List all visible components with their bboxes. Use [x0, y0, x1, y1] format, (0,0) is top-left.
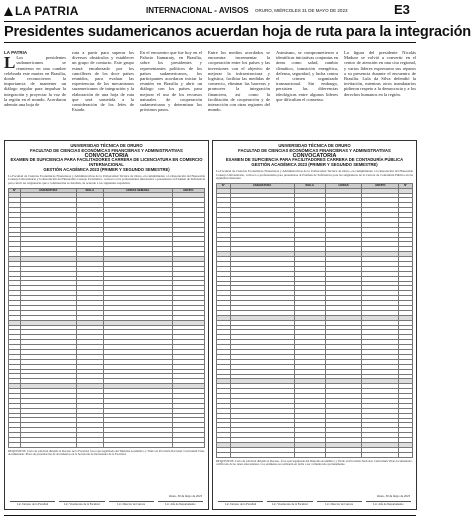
article-text: Entre los medios acordados se encuentra incrementar la cooperación entre los países y las inversiones con el objetivo de mejorar la infraestructura y logística, facilitar las medidas de comercio, eliminar las barreras y promover la integración financiera, así como la facilitación de cooperación y de interacción con otras regiones del mundo.: [208, 50, 270, 113]
university-name: UNIVERSIDAD TÉCNICA DE ORURO: [278, 143, 351, 148]
announcement-resolution: La Facultad de Ciencias Económicas Financieras y Administrativas de la Universidad Técnica de Oruro, en cumplimiento a la Resolución del Honorable Consejo Universitario y la Resolución del Honorable Consejo Facultativo, convoca a los profesionales interesados a presentarse al Examen de Suficiencia para cubrir las asignaturas que a continuación se detallan, de acuerdo a los siguientes requisitos:: [8, 173, 205, 185]
column-header: HORAS: [325, 183, 361, 188]
table-cell: [103, 442, 172, 447]
headline-rule: [4, 42, 416, 43]
column-header: GRUPO: [362, 183, 399, 188]
announcement-header: [5, 141, 208, 173]
column-header: ASIGNATURA: [230, 183, 294, 188]
subjects-table: [8, 188, 205, 448]
article-text: ruta a partir para superar los diversos obstáculos y establecer un grupo de contacto. Este grupo estará encabezado por los cancilleres de los doce países reunidos, para evaluar las experiencias de los mecanismos suramericanos de integración y la elaboración de una hoja de ruta que será sometida a la consideración de los Jefes de Estado.: [72, 50, 134, 113]
page-number: E3: [394, 2, 410, 17]
column-header: N°: [9, 188, 21, 193]
announcement-date: Oruro, 30 de mayo de 2023: [169, 494, 202, 498]
article-column-4: [208, 50, 270, 137]
table-cell: [325, 452, 361, 457]
table-cell: [230, 452, 294, 457]
signature: Lic. Jefe de Departamento: [366, 501, 411, 506]
column-header: N°: [399, 183, 413, 188]
announcement-period: GESTIÓN ACADÉMICA 2023 (PRIMER Y SEGUNDO SEMESTRE): [43, 166, 170, 172]
column-header: SIGLA: [294, 183, 325, 188]
announcement-contaduria-publica: [212, 140, 417, 510]
signature: Lic. Decano de la Facultad: [10, 501, 55, 506]
faculty-name: FACULTAD DE CIENCIAS ECONÓMICAS FINANCIERAS Y ADMINISTRATIVAS: [238, 147, 391, 153]
signature-row: [8, 501, 205, 506]
column-header: ASIGNATURA: [20, 188, 76, 193]
table-cell: [20, 442, 76, 447]
signature-row: [216, 501, 413, 506]
signature: Lic. Jefe de Departamento: [158, 501, 203, 506]
announcement-requirements: REQUISITOS: Carta de solicitud dirigida al Decano de la Facultad, fotocopia legalizada del Diploma Académico y Título en Provisión Nacional, Curriculum Vitae documentado. Plazo de presentación de documentos en la Secretaría de Decanatura de la Facultad.: [8, 448, 205, 457]
table-cell: [217, 452, 231, 457]
table-cell: [399, 452, 413, 457]
article-column-6: [344, 50, 416, 137]
logo-mark-icon: [4, 7, 13, 16]
table-cell: [9, 442, 21, 447]
column-header: HORAS SEMANA: [103, 188, 172, 193]
column-header: N°: [217, 183, 231, 188]
page-header: [0, 0, 420, 22]
signature: Lic. Director de Carrera: [109, 501, 154, 506]
article-text: Asimismo, se comprometieron a identificar iniciativas conjuntas en áreas como salud, cambio climático, transición energética, defensa, seguridad, y lucha contra el crimen organizado transnacional. Sin embargo, persisten las diferencias ideológicas entre algunos líderes que dificultan el consenso.: [276, 50, 338, 102]
newspaper-logo: [4, 4, 79, 18]
article-source: LA PATRIA: [4, 50, 28, 55]
dateline: ORURO, MIÉRCOLES 31 DE MAYO DE 2023: [255, 8, 348, 13]
article-column-3: [140, 50, 202, 137]
header-rule: [4, 21, 416, 22]
signature: Lic. Decano de la Facultad: [218, 501, 263, 506]
article-column-1: [4, 50, 66, 137]
signature: Lic. Director de Carrera: [317, 501, 362, 506]
article-column-2: [72, 50, 134, 137]
article-text: Los presidentes sudamericanos se reunieron en una cumbre celebrada este martes en Brasilia, donde reconocieron la importancia de mantener un diálogo regular para impulsar la integración y proyectar la voz de la región en el mundo. Acordaron además una hoja de: [4, 55, 66, 108]
article-text: En el encuentro que fue hoy en el Palacio Itamaraty, en Brasilia, sobre los presidentes y representantes políticos de los países sudamericanos, los participantes acordaron iniciar la reunión en Brasilia y abrir un diálogo con los países para mejorar el uso de los recursos naturales de cooperación sudamericana y determinar los próximos pasos.: [140, 50, 202, 113]
article-column-5: [276, 50, 338, 137]
article-text: La figura del presidente Nicolás Maduro se volvió a convertir en el centro de atención en una cita regional, y varios líderes expresaron sus reparos a su presencia durante el encuentro de Brasilia. Lula da Silva defendió la invitación, mientras otros mandatarios pidieron respeto a la democracia y a los derechos humanos en la región.: [344, 50, 416, 97]
announcement-comercio-internacional: [4, 140, 209, 510]
announcement-resolution: La Facultad de Ciencias Económicas Financieras y Administrativas de la Universidad Técnica de Oruro, en cumplimiento a la Resolución del Honorable Consejo Universitario, convoca a profesionales para presentarse al Examen de Suficiencia para las asignaturas de la Carrera de Contaduría Pública en las siguientes materias:: [216, 168, 413, 181]
table-cell: [294, 452, 325, 457]
announcement-title: CONVOCATORIA: [84, 152, 129, 159]
column-header: GRUPO: [172, 188, 204, 193]
logo-text: LA PATRIA: [15, 4, 79, 18]
announcement-title: CONVOCATORIA: [292, 152, 337, 159]
announcement-period: GESTIÓN ACADÉMICA 2023 (PRIMER Y SEGUNDO SEMESTRE): [251, 162, 378, 168]
signature: Lic. Vicedecano de la Facultad: [59, 501, 104, 506]
announcement-subtitle: EXAMEN DE SUFICIENCIA PARA FACILITADORES CARRERA DE CONTADURÍA PÚBLICA: [225, 157, 404, 163]
announcement-date: Oruro, 30 de mayo de 2023: [377, 494, 410, 498]
footer-rule: [4, 515, 416, 516]
table-cell: [172, 442, 204, 447]
announcement-subtitle: EXAMEN DE SUFICIENCIA PARA FACILITADORES CARRERA DE LICENCIATURA EN COMERCIO INTERNACIONAL: [10, 157, 203, 168]
table-row: [217, 452, 413, 457]
table-cell: [362, 452, 399, 457]
faculty-name: FACULTAD DE CIENCIAS ECONÓMICAS FINANCIERAS Y ADMINISTRATIVAS: [30, 147, 183, 153]
drop-cap: L: [4, 53, 16, 73]
column-header: SIGLA: [76, 188, 103, 193]
article-headline: Presidentes sudamericanos acuerdan hoja de ruta para la integración: [4, 24, 471, 40]
section-title: INTERNACIONAL - AVISOS: [146, 6, 249, 15]
table-cell: [76, 442, 103, 447]
subjects-table: [216, 183, 413, 458]
announcement-header: [213, 141, 416, 168]
announcement-requirements: REQUISITOS: Carta de solicitud dirigida al Decano, fotocopia legalizada del Diploma Académico y Título en Provisión Nacional, Curriculum Vitae documentado, certificado de no tener antecedentes. Los exámenes se realizarán en fecha a ser comunicada oportunamente.: [216, 458, 413, 467]
signature: Lic. Vicedecano de la Facultad: [267, 501, 312, 506]
table-row: [9, 442, 205, 447]
university-name: UNIVERSIDAD TÉCNICA DE ORURO: [70, 143, 143, 148]
